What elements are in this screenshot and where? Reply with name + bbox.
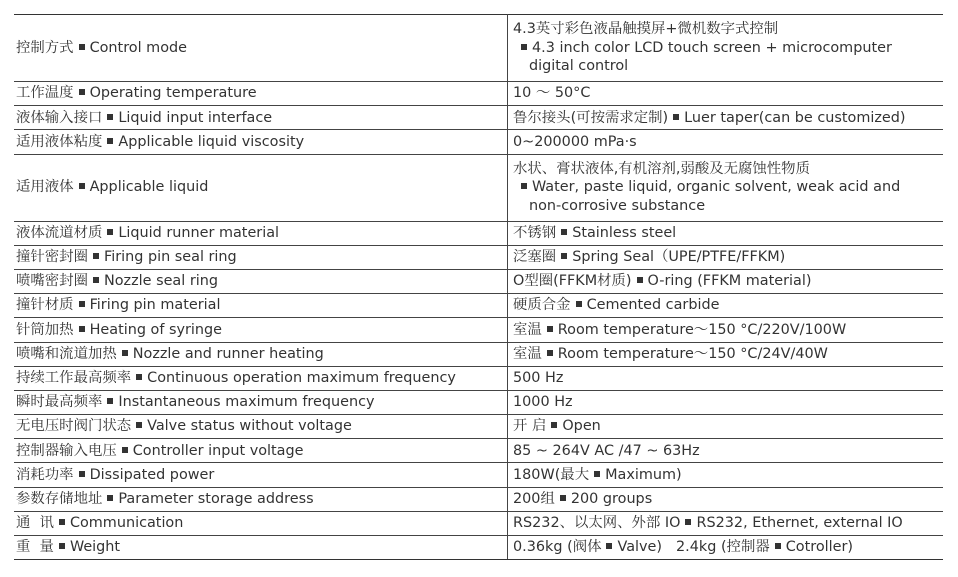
param-zh: 消耗功率 — [16, 466, 74, 483]
param-en: Nozzle seal ring — [103, 273, 218, 290]
param-en: Heating of syringe — [89, 321, 223, 338]
param-zh: 适用液体 — [16, 179, 74, 196]
param-en: Continuous operation maximum frequency — [147, 370, 456, 387]
bullet-square-icon — [79, 183, 85, 189]
bullet-square-icon — [547, 350, 553, 356]
bullet-square-icon — [576, 301, 582, 307]
param-en: Liquid input interface — [118, 109, 273, 126]
param-zh: 适用液体粘度 — [16, 133, 103, 150]
param-zh: 持续工作最高频率 — [16, 370, 132, 387]
value-cell — [508, 390, 944, 414]
table-row — [14, 415, 943, 439]
value-cell — [508, 106, 944, 130]
value-en: Room temperature～150 °C/220V/100W — [557, 321, 847, 338]
value-cell — [508, 487, 944, 511]
param-en: Firing pin seal ring — [103, 249, 237, 266]
param-en: Operating temperature — [89, 85, 257, 102]
table-row — [14, 439, 943, 463]
value-cell — [508, 221, 944, 245]
table-row — [14, 366, 943, 390]
param-en: Weight — [69, 539, 121, 556]
value-cell — [508, 294, 944, 318]
param-cell — [14, 154, 508, 221]
value-cell — [508, 82, 944, 106]
table-row — [14, 130, 943, 154]
value-cell — [508, 15, 944, 82]
table-row — [14, 487, 943, 511]
value-en: Cemented carbide — [586, 297, 720, 314]
param-cell — [14, 221, 508, 245]
bullet-square-icon — [685, 519, 691, 525]
param-zh: 控制方式 — [16, 39, 74, 56]
value-en: 200 groups — [570, 490, 653, 507]
bullet-square-icon — [93, 277, 99, 283]
value-zh: RS232、以太网、外部 IO — [513, 515, 681, 532]
param-en: Dissipated power — [89, 466, 215, 483]
value-zh: 室温 — [513, 321, 542, 338]
value-cell — [508, 154, 944, 221]
value-en: Room temperature～150 °C/24V/40W — [557, 345, 828, 362]
param-cell — [14, 439, 508, 463]
param-zh: 撞针材质 — [16, 297, 74, 314]
table-row — [14, 294, 943, 318]
param-cell — [14, 342, 508, 366]
bullet-square-icon — [606, 543, 612, 549]
value-en: Valve) — [617, 539, 663, 556]
param-en: Controller input voltage — [132, 442, 304, 459]
value-zh: 85 ~ 264V AC /47 ~ 63Hz — [513, 442, 700, 459]
param-cell — [14, 269, 508, 293]
param-cell — [14, 15, 508, 82]
param-cell — [14, 463, 508, 487]
table-row — [14, 536, 943, 560]
value-cell — [508, 342, 944, 366]
value-en: Spring Seal（UPE/PTFE/FFKM) — [572, 249, 786, 266]
bullet-square-icon — [136, 422, 142, 428]
param-zh: 重 量 — [16, 539, 54, 556]
value-line: digital control — [529, 58, 629, 75]
value-zh: 1000 Hz — [513, 394, 573, 411]
value-en: Maximum) — [605, 466, 682, 483]
value-cell — [508, 130, 944, 154]
table-row — [14, 154, 943, 221]
value-cell — [508, 439, 944, 463]
bullet-square-icon — [637, 277, 643, 283]
param-en: Parameter storage address — [118, 490, 314, 507]
value-cell — [508, 463, 944, 487]
param-cell — [14, 106, 508, 130]
bullet-square-icon — [79, 471, 85, 477]
bullet-square-icon — [551, 422, 557, 428]
bullet-square-icon — [561, 229, 567, 235]
table-row — [14, 245, 943, 269]
bullet-square-icon — [79, 326, 85, 332]
value-zh: 200组 — [513, 490, 555, 507]
table-row — [14, 390, 943, 414]
param-en: Control mode — [89, 39, 187, 56]
param-en: Firing pin material — [89, 297, 221, 314]
value-en: RS232, Ethernet, external IO — [696, 515, 903, 532]
value-cell — [508, 536, 944, 560]
param-zh: 撞针密封圈 — [16, 249, 88, 266]
param-cell — [14, 390, 508, 414]
value-en: Luer taper(can be customized) — [684, 109, 906, 126]
param-en: Liquid runner material — [118, 224, 280, 241]
table-row — [14, 15, 943, 82]
bullet-square-icon — [59, 519, 65, 525]
param-zh: 瞬时最高频率 — [16, 394, 103, 411]
value-zh: 180W(最大 — [513, 466, 590, 483]
param-zh: 无电压时阀门状态 — [16, 418, 132, 435]
param-cell — [14, 130, 508, 154]
spec-table — [14, 14, 943, 560]
table-row — [14, 342, 943, 366]
param-en: Applicable liquid — [89, 179, 209, 196]
value-line — [513, 39, 943, 58]
bullet-square-icon — [521, 183, 527, 189]
bullet-square-icon — [107, 495, 113, 501]
value-cell — [508, 269, 944, 293]
value-zh: 10 ～ 50°C — [513, 85, 591, 102]
table-row — [14, 82, 943, 106]
bullet-square-icon — [122, 350, 128, 356]
param-zh: 参数存储地址 — [16, 490, 103, 507]
table-row — [14, 511, 943, 535]
value-cell — [508, 511, 944, 535]
value-zh: 0.36kg (阀体 — [513, 539, 602, 556]
bullet-square-icon — [136, 374, 142, 380]
param-en: Applicable liquid viscosity — [118, 133, 305, 150]
table-row — [14, 269, 943, 293]
param-cell — [14, 366, 508, 390]
param-en: Valve status without voltage — [147, 418, 352, 435]
bullet-square-icon — [107, 138, 113, 144]
table-row — [14, 106, 943, 130]
bullet-square-icon — [594, 471, 600, 477]
value-en: Open — [562, 418, 601, 435]
value-line: 4.3英寸彩色液晶触摸屏+微机数字式控制 — [513, 21, 779, 38]
param-en: Communication — [69, 515, 184, 532]
param-zh: 工作温度 — [16, 85, 74, 102]
bullet-square-icon — [122, 447, 128, 453]
bullet-square-icon — [59, 543, 65, 549]
table-row — [14, 318, 943, 342]
value-line-text: 4.3 inch color LCD touch screen + microcomputer — [532, 39, 892, 56]
value-cell — [508, 366, 944, 390]
value-en: O-ring (FFKM material) — [647, 273, 812, 290]
param-zh: 喷嘴密封圈 — [16, 273, 88, 290]
bullet-square-icon — [93, 253, 99, 259]
param-zh: 控制器输入电压 — [16, 442, 117, 459]
value-zh: 0~200000 mPa·s — [513, 133, 637, 150]
bullet-square-icon — [561, 253, 567, 259]
value-en: Stainless steel — [572, 224, 677, 241]
param-cell — [14, 511, 508, 535]
bullet-square-icon — [79, 44, 85, 50]
param-zh: 通 讯 — [16, 515, 54, 532]
value-zh: 500 Hz — [513, 370, 564, 387]
param-cell — [14, 536, 508, 560]
value-line-text: Water, paste liquid, organic solvent, weak acid and — [532, 179, 901, 196]
value-zh: 不锈钢 — [513, 224, 557, 241]
value-zh: 开 启 — [513, 418, 547, 435]
value-cell — [508, 415, 944, 439]
param-cell — [14, 487, 508, 511]
bullet-square-icon — [79, 89, 85, 95]
table-row — [14, 463, 943, 487]
bullet-square-icon — [673, 114, 679, 120]
param-cell — [14, 294, 508, 318]
value-zh: O型圈(FFKM材质) — [513, 273, 632, 290]
bullet-square-icon — [560, 495, 566, 501]
bullet-square-icon — [521, 44, 527, 50]
value-zh: 泛塞圈 — [513, 249, 557, 266]
value-zh: 室温 — [513, 345, 542, 362]
bullet-square-icon — [547, 326, 553, 332]
value-zh: 2.4kg (控制器 — [676, 539, 770, 556]
param-zh: 液体输入接口 — [16, 109, 103, 126]
param-cell — [14, 318, 508, 342]
bullet-square-icon — [107, 398, 113, 404]
value-line: non-corrosive substance — [529, 197, 706, 214]
bullet-square-icon — [775, 543, 781, 549]
param-en: Instantaneous maximum frequency — [118, 394, 375, 411]
value-cell — [508, 245, 944, 269]
param-zh: 喷嘴和流道加热 — [16, 345, 117, 362]
bullet-square-icon — [107, 114, 113, 120]
table-row — [14, 221, 943, 245]
value-zh: 硬质合金 — [513, 297, 571, 314]
param-cell — [14, 245, 508, 269]
param-en: Nozzle and runner heating — [132, 345, 324, 362]
value-cell — [508, 318, 944, 342]
value-line: 水状、膏状液体,有机溶剂,弱酸及无腐蚀性物质 — [513, 160, 810, 177]
param-zh: 针筒加热 — [16, 321, 74, 338]
value-zh: 鲁尔接头(可按需求定制) — [513, 109, 669, 126]
value-en: Cotroller) — [785, 539, 854, 556]
value-line — [513, 178, 943, 197]
param-cell — [14, 82, 508, 106]
param-zh: 液体流道材质 — [16, 224, 103, 241]
param-cell — [14, 415, 508, 439]
bullet-square-icon — [79, 301, 85, 307]
bullet-square-icon — [107, 229, 113, 235]
